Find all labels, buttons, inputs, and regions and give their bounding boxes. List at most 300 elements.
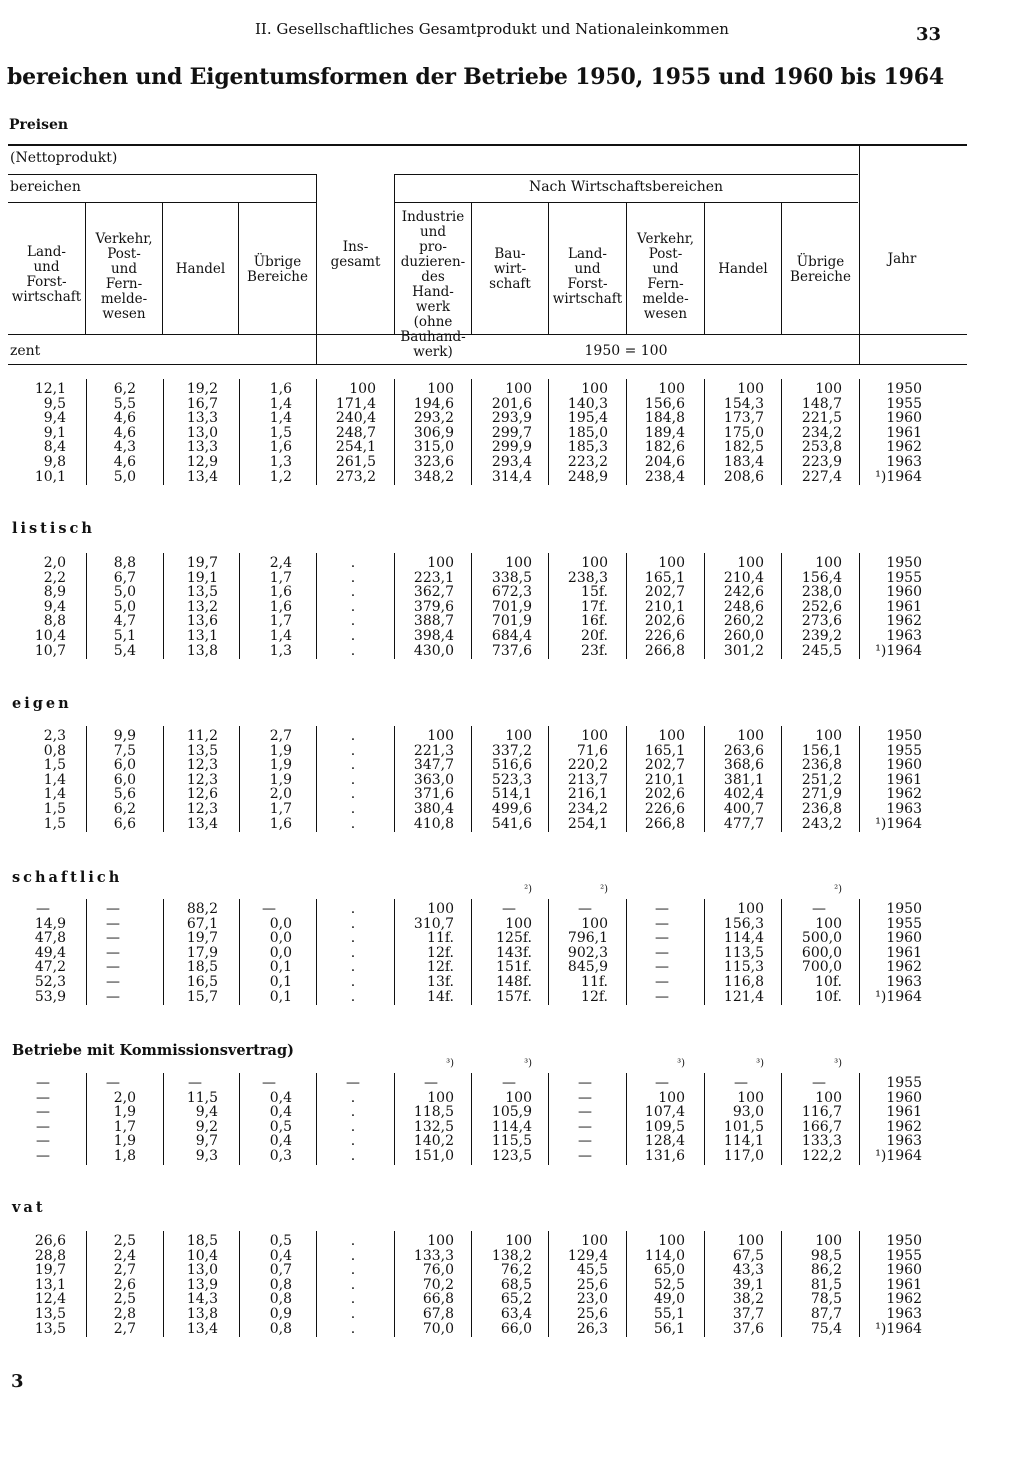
table-cell: — [655, 1075, 669, 1091]
table-cell: — [106, 959, 120, 976]
table-cell: — [655, 901, 669, 917]
table-cell: . [350, 757, 356, 774]
year-cell: 1955 [886, 569, 922, 586]
table-cell: 117,0 [723, 1148, 764, 1164]
table-cell: 368,6 [723, 757, 764, 774]
table-cell: 238,4 [644, 468, 685, 485]
table-cell: 23f. [581, 642, 608, 659]
table-cell: 12,3 [186, 771, 218, 788]
table-cell: — [655, 974, 669, 990]
table-cell: . [350, 1148, 356, 1164]
year-cell: 1955 [886, 1247, 922, 1264]
table-cell: 13,0 [186, 1262, 218, 1279]
table-cell: 737,6 [491, 642, 532, 659]
table-cell: . [350, 901, 356, 917]
table-cell: 8,8 [43, 613, 66, 630]
table-cell: 81,5 [810, 1276, 842, 1293]
table-cell: 19,7 [186, 555, 218, 571]
table-cell: 148,7 [801, 395, 842, 412]
table-cell: — [36, 1148, 50, 1164]
table-cell: 182,5 [723, 439, 764, 456]
table-cell: 14f. [427, 988, 454, 1005]
table-cell: 310,7 [413, 915, 454, 932]
table-cell: 0,4 [269, 1104, 292, 1121]
table-cell: 87,7 [810, 1306, 842, 1322]
table-cell: 1,4 [269, 628, 292, 644]
table-cell: 500,0 [801, 930, 842, 947]
table-cell: 1,8 [113, 1148, 136, 1164]
table-cell: 0,8 [269, 1320, 292, 1337]
year-cell: 1960 [886, 1262, 922, 1279]
table-cell: 28,8 [34, 1247, 66, 1264]
table-cell: 273,6 [801, 613, 842, 630]
year-cell: 1950 [886, 901, 922, 917]
year-cell: 1962 [886, 439, 922, 456]
table-cell: 14,9 [34, 915, 66, 932]
table-cell: 100 [581, 381, 608, 397]
table-cell: 140,2 [413, 1133, 454, 1150]
table-cell: 204,6 [644, 454, 685, 470]
footnote-marker: ²) [600, 884, 608, 895]
table-cell: 8,4 [43, 439, 66, 456]
table-cell: 12,3 [186, 757, 218, 774]
table-cell: 76,0 [422, 1262, 454, 1279]
table-cell: 9,1 [43, 424, 66, 441]
table-cell: 0,0 [269, 944, 292, 961]
table-cell: 11,5 [186, 1089, 218, 1106]
table-cell: 2,0 [43, 555, 66, 571]
table-cell: 337,2 [491, 742, 532, 759]
table-cell: 1,2 [269, 468, 292, 485]
table-cell: . [350, 974, 356, 990]
table-cell: 266,8 [644, 815, 685, 832]
table-cell: 293,4 [491, 454, 532, 470]
table-cell: — [812, 901, 826, 917]
table-cell: 1,9 [269, 757, 292, 774]
column-header: Handel [175, 261, 226, 277]
table-cell: 189,4 [644, 424, 685, 441]
year-cell: 1955 [886, 1075, 922, 1091]
table-cell: 5,6 [113, 786, 136, 803]
table-cell: 12,3 [186, 801, 218, 817]
table-cell: 2,3 [43, 728, 66, 744]
table-cell: . [350, 959, 356, 976]
table-cell: 67,1 [186, 915, 218, 932]
table-cell: 13,9 [186, 1276, 218, 1293]
table-cell: 0,8 [269, 1276, 292, 1293]
table-cell: 0,8 [269, 1291, 292, 1308]
table-cell: 140,3 [567, 395, 608, 412]
table-cell: 100 [427, 1233, 454, 1249]
table-cell: 1,4 [269, 410, 292, 427]
table-cell: 13,8 [186, 642, 218, 659]
table-cell: 100 [505, 1233, 532, 1249]
year-cell: 1961 [886, 598, 922, 615]
table-cell: . [350, 1104, 356, 1121]
table-cell: 1,6 [269, 584, 292, 601]
table-cell: 165,1 [644, 569, 685, 586]
table-cell: . [350, 1320, 356, 1337]
table-cell: 208,6 [723, 468, 764, 485]
page-title: bereichen und Eigentumsformen der Betriebe 1950, 1955 und 1960 bis 1964 [7, 64, 944, 90]
table-cell: 122,2 [801, 1148, 842, 1164]
col-divider [316, 1073, 317, 1165]
table-cell: 2,7 [113, 1320, 136, 1337]
table-cell: 109,5 [644, 1118, 685, 1135]
table-cell: — [655, 988, 669, 1005]
table-cell: 216,1 [567, 786, 608, 803]
table-cell: 2,7 [113, 1262, 136, 1279]
table-cell: 114,4 [723, 930, 764, 947]
year-cell: 1960 [886, 1089, 922, 1106]
table-cell: 223,1 [413, 569, 454, 586]
table-cell: 2,2 [43, 569, 66, 586]
table-cell: 100 [349, 381, 376, 397]
table-cell: 1,7 [113, 1118, 136, 1135]
table-cell: 66,0 [500, 1320, 532, 1337]
table-cell: — [502, 901, 516, 917]
table-cell: . [350, 569, 356, 586]
table-cell: 98,5 [810, 1247, 842, 1264]
table-cell: 514,1 [491, 786, 532, 803]
column-header: Land- und Forst- wirtschaft [11, 244, 82, 305]
table-cell: 4,6 [113, 410, 136, 427]
table-cell: 100 [658, 555, 685, 571]
table-cell: 114,0 [644, 1247, 685, 1264]
table-cell: 0,1 [269, 974, 292, 990]
section-label: eigen [12, 695, 72, 712]
table-cell: 20f. [581, 628, 608, 644]
table-cell: 151,0 [413, 1148, 454, 1164]
table-cell: 400,7 [723, 801, 764, 817]
table-cell: 184,8 [644, 410, 685, 427]
table-cell: 173,7 [723, 410, 764, 427]
table-cell: 70,0 [422, 1320, 454, 1337]
footer-number: 3 [11, 1371, 24, 1392]
table-cell: 12,6 [186, 786, 218, 803]
table-cell: 362,7 [413, 584, 454, 601]
table-cell: 13,0 [186, 424, 218, 441]
table-cell: — [655, 915, 669, 932]
table-cell: 9,5 [43, 395, 66, 412]
table-cell: 100 [815, 555, 842, 571]
table-cell: 254,1 [335, 439, 376, 456]
table-cell: 1,5 [43, 801, 66, 817]
table-cell: 52,5 [653, 1276, 685, 1293]
table-cell: 37,7 [732, 1306, 764, 1322]
year-cell: ¹)1964 [875, 815, 922, 832]
table-cell: 6,2 [113, 381, 136, 397]
table-cell: 371,6 [413, 786, 454, 803]
table-cell: 221,5 [801, 410, 842, 427]
col-divider [626, 899, 627, 1005]
table-cell: 9,7 [195, 1133, 218, 1150]
table-cell: 185,3 [567, 439, 608, 456]
table-cell: — [188, 1075, 202, 1091]
table-cell: 25,6 [576, 1276, 608, 1293]
table-cell: 75,4 [810, 1320, 842, 1337]
footnote-marker: ³) [677, 1058, 685, 1069]
table-cell: 1,9 [113, 1133, 136, 1150]
year-cell: 1955 [886, 395, 922, 412]
table-cell: 13,4 [186, 468, 218, 485]
table-cell: 226,6 [644, 628, 685, 644]
table-cell: . [350, 1276, 356, 1293]
table-cell: 6,0 [113, 757, 136, 774]
table-cell: 67,8 [422, 1306, 454, 1322]
table-cell: 323,6 [413, 454, 454, 470]
table-cell: 118,5 [413, 1104, 454, 1121]
table-cell: 12f. [427, 959, 454, 976]
col-divider [86, 899, 87, 1005]
table-cell: 143f. [496, 944, 532, 961]
table-cell: 202,7 [644, 757, 685, 774]
table-cell: 100 [815, 381, 842, 397]
table-cell: 100 [505, 555, 532, 571]
table-cell: 166,7 [801, 1118, 842, 1135]
table-cell: — [578, 1118, 592, 1135]
table-cell: 13,2 [186, 598, 218, 615]
table-cell: 202,6 [644, 613, 685, 630]
table-cell: 100 [581, 1233, 608, 1249]
table-cell: 71,6 [576, 742, 608, 759]
table-cell: 131,6 [644, 1148, 685, 1164]
table-cell: 116,7 [801, 1104, 842, 1121]
table-cell: 26,6 [34, 1233, 66, 1249]
table-cell: . [350, 944, 356, 961]
running-header: II. Gesellschaftliches Gesamtprodukt und Nationaleinkommen [255, 20, 729, 38]
table-cell: 70,2 [422, 1276, 454, 1293]
table-cell: 16f. [581, 613, 608, 630]
footnote-marker: ³) [524, 1058, 532, 1069]
table-cell: 213,7 [567, 771, 608, 788]
section-label: listisch [12, 520, 95, 537]
table-cell: 175,0 [723, 424, 764, 441]
table-cell: 263,6 [723, 742, 764, 759]
table-cell: 52,3 [34, 974, 66, 990]
table-cell: 1,7 [269, 801, 292, 817]
table-cell: . [350, 584, 356, 601]
table-cell: — [36, 1104, 50, 1121]
col-divider [316, 726, 317, 832]
table-cell: 101,5 [723, 1118, 764, 1135]
table-cell: 701,9 [491, 598, 532, 615]
table-cell: 2,4 [269, 555, 292, 571]
table-cell: 157f. [496, 988, 532, 1005]
prozent-label: zent [10, 343, 41, 359]
table-cell: — [106, 988, 120, 1005]
table-cell: — [262, 1075, 276, 1091]
table-cell: . [350, 1089, 356, 1106]
table-cell: 2,5 [113, 1291, 136, 1308]
table-cell: 541,6 [491, 815, 532, 832]
table-cell: — [655, 944, 669, 961]
table-cell: 410,8 [413, 815, 454, 832]
table-cell: 100 [427, 1089, 454, 1106]
rule [8, 174, 316, 175]
table-cell: 0,5 [269, 1118, 292, 1135]
table-cell: . [350, 930, 356, 947]
table-cell: . [350, 1262, 356, 1279]
table-cell: 18,5 [186, 1233, 218, 1249]
table-cell: 684,4 [491, 628, 532, 644]
table-cell: 1,3 [269, 454, 292, 470]
table-cell: 195,4 [567, 410, 608, 427]
table-cell: 1,6 [269, 381, 292, 397]
table-cell: 11,2 [186, 728, 218, 744]
table-cell: 261,5 [335, 454, 376, 470]
table-cell: 266,8 [644, 642, 685, 659]
table-cell: 121,4 [723, 988, 764, 1005]
table-cell: 9,4 [43, 598, 66, 615]
table-cell: 5,1 [113, 628, 136, 644]
table-cell: — [106, 944, 120, 961]
table-cell: 315,0 [413, 439, 454, 456]
table-cell: 100 [505, 1089, 532, 1106]
table-cell: 165,1 [644, 742, 685, 759]
table-cell: — [578, 901, 592, 917]
table-cell: . [350, 915, 356, 932]
footnote-marker: ³) [756, 1058, 764, 1069]
table-cell: 43,3 [732, 1262, 764, 1279]
table-cell: 254,1 [567, 815, 608, 832]
nettoprodukt-label: (Nettoprodukt) [10, 150, 118, 166]
year-cell: 1962 [886, 1291, 922, 1308]
table-cell: — [578, 1133, 592, 1150]
table-cell: 2,8 [113, 1306, 136, 1322]
table-cell: 223,9 [801, 454, 842, 470]
table-cell: 133,3 [801, 1133, 842, 1150]
table-cell: 65,0 [653, 1262, 685, 1279]
table-cell: 5,4 [113, 642, 136, 659]
table-cell: . [350, 1133, 356, 1150]
table-cell: 238,0 [801, 584, 842, 601]
table-cell: 100 [581, 555, 608, 571]
year-cell: 1961 [886, 1276, 922, 1293]
table-cell: 1,9 [113, 1104, 136, 1121]
table-cell: 701,9 [491, 613, 532, 630]
table-cell: 156,6 [644, 395, 685, 412]
table-cell: 13,1 [186, 628, 218, 644]
table-cell: 76,2 [500, 1262, 532, 1279]
table-cell: 132,5 [413, 1118, 454, 1135]
table-cell: 398,4 [413, 628, 454, 644]
table-cell: 227,4 [801, 468, 842, 485]
table-cell: 221,3 [413, 742, 454, 759]
column-header: Übrige Bereiche [790, 254, 851, 285]
table-cell: 0,7 [269, 1262, 292, 1279]
table-cell: 10,1 [34, 468, 66, 485]
column-header: Übrige Bereiche [247, 254, 308, 285]
table-cell: 248,9 [567, 468, 608, 485]
table-cell: 185,0 [567, 424, 608, 441]
table-cell: 2,4 [113, 1247, 136, 1264]
table-cell: 19,1 [186, 569, 218, 586]
table-cell: 338,5 [491, 569, 532, 586]
table-cell: 379,6 [413, 598, 454, 615]
table-cell: 381,1 [723, 771, 764, 788]
table-cell: 100 [581, 915, 608, 932]
table-cell: 347,7 [413, 757, 454, 774]
table-cell: 238,3 [567, 569, 608, 586]
table-cell: . [350, 628, 356, 644]
table-cell: 516,6 [491, 757, 532, 774]
table-cell: . [350, 1247, 356, 1264]
table-cell: 1,4 [269, 395, 292, 412]
table-cell: 8,9 [43, 584, 66, 601]
table-cell: — [36, 901, 50, 917]
table-cell: — [36, 1133, 50, 1150]
table-cell: 210,4 [723, 569, 764, 586]
table-cell: 116,8 [723, 974, 764, 990]
table-cell: 234,2 [567, 801, 608, 817]
table-cell: 105,9 [491, 1104, 532, 1121]
table-cell: 13,3 [186, 439, 218, 456]
table-cell: 248,7 [335, 424, 376, 441]
table-cell: 2,6 [113, 1276, 136, 1293]
table-cell: 45,5 [576, 1262, 608, 1279]
table-cell: 239,2 [801, 628, 842, 644]
table-cell: 49,0 [653, 1291, 685, 1308]
table-cell: 66,8 [422, 1291, 454, 1308]
table-cell: 86,2 [810, 1262, 842, 1279]
table-cell: 13,3 [186, 410, 218, 427]
table-cell: 236,8 [801, 801, 842, 817]
table-cell: 5,5 [113, 395, 136, 412]
table-cell: 201,6 [491, 395, 532, 412]
year-cell: 1961 [886, 424, 922, 441]
table-cell: 0,4 [269, 1247, 292, 1264]
table-cell: 902,3 [567, 944, 608, 961]
table-cell: 9,4 [195, 1104, 218, 1121]
footnote-marker: ²) [524, 884, 532, 895]
column-header: Verkehr, Post- und Fern- melde- wesen [95, 231, 153, 322]
col-divider [316, 899, 317, 1005]
table-cell: 223,2 [567, 454, 608, 470]
table-cell: 251,2 [801, 771, 842, 788]
table-cell: 380,4 [413, 801, 454, 817]
table-cell: — [346, 1075, 360, 1091]
table-cell: 245,5 [801, 642, 842, 659]
table-cell: 182,6 [644, 439, 685, 456]
table-cell: 17,9 [186, 944, 218, 961]
table-cell: . [350, 815, 356, 832]
table-cell: 388,7 [413, 613, 454, 630]
table-cell: 26,3 [576, 1320, 608, 1337]
table-cell: 12f. [581, 988, 608, 1005]
table-cell: — [502, 1075, 516, 1091]
section-label: schaftlich [12, 869, 123, 886]
table-cell: 6,0 [113, 771, 136, 788]
table-cell: 314,4 [491, 468, 532, 485]
table-cell: 16,7 [186, 395, 218, 412]
footnote-marker: ²) [834, 884, 842, 895]
year-cell: 1955 [886, 915, 922, 932]
table-cell: 253,8 [801, 439, 842, 456]
page-number: 33 [916, 24, 942, 45]
year-cell: ¹)1964 [875, 1320, 922, 1337]
year-cell: 1963 [886, 454, 922, 470]
rule [8, 334, 967, 335]
table-cell: 100 [737, 901, 764, 917]
table-cell: 13,5 [186, 742, 218, 759]
table-cell: 210,1 [644, 598, 685, 615]
table-cell: 10f. [815, 974, 842, 990]
table-cell: 107,4 [644, 1104, 685, 1121]
table-cell: 100 [658, 728, 685, 744]
table-cell: . [350, 801, 356, 817]
table-cell: — [578, 1089, 592, 1106]
